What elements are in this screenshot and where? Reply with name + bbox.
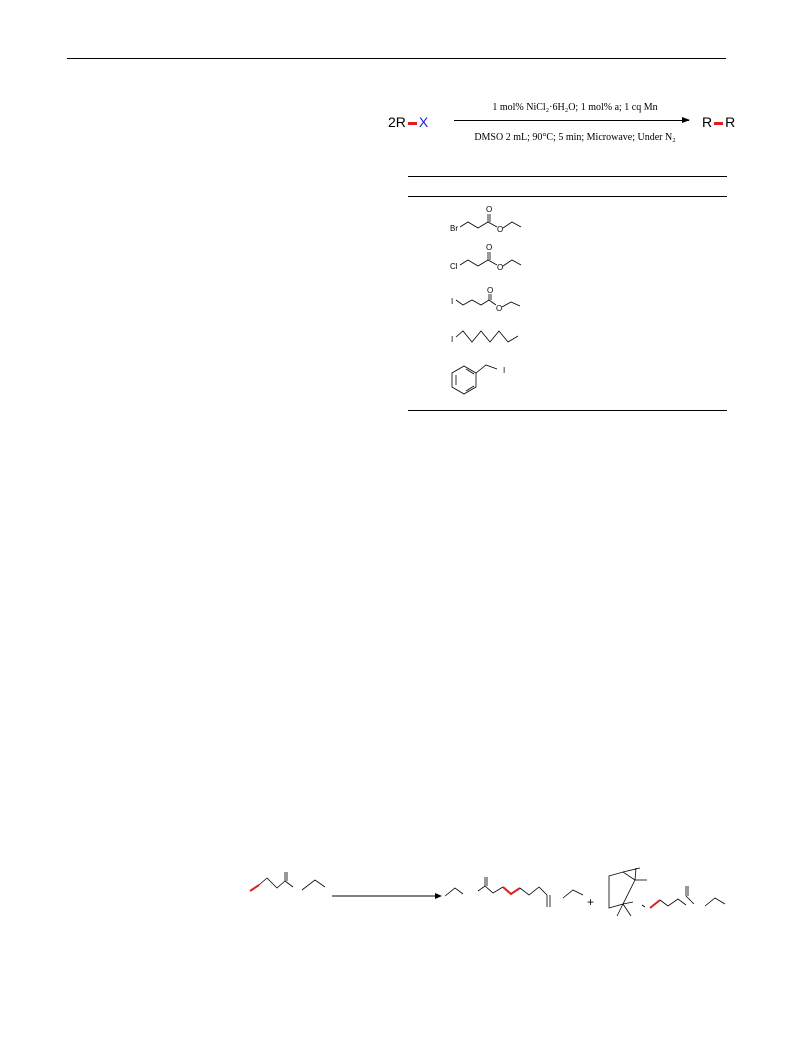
carbonyl-oxygen-label: O — [486, 205, 493, 214]
halogen-label: I — [451, 335, 454, 344]
ester-oxygen-label: O — [497, 225, 504, 234]
halogen-label: Br — [450, 224, 458, 233]
carbonyl-oxygen-label: O — [487, 286, 494, 295]
conditions-above-arrow: 1 mol% NiCl₂·6H₂O; 1 mol% a; 1 cq Mn — [492, 102, 658, 113]
substrate-iodoheptane — [446, 323, 536, 349]
conditions-below-arrow: DMSO 2 mL; 90°C; 5 min; Microwave; Under N₂ — [474, 132, 676, 143]
substrate-ethyl-chloropropanoate — [446, 241, 536, 273]
table-top-rule — [408, 176, 727, 177]
product-r-left: R — [702, 114, 713, 130]
plus-sign: + — [587, 895, 595, 909]
product-label — [702, 114, 735, 130]
substrate-structure — [446, 241, 536, 273]
substrate-ethyl-bromopropanoate — [446, 203, 536, 235]
substrate-ethyl-iodobutanoate — [446, 283, 536, 315]
halogen-label: Cl — [450, 262, 458, 271]
header-rule — [67, 58, 726, 59]
table-header-rule — [408, 196, 727, 197]
table-bottom-rule — [408, 410, 727, 411]
coupling-reaction-scheme — [388, 96, 748, 176]
reactant-coefficient: 2 — [388, 114, 396, 130]
bottom-scheme-structures — [245, 858, 735, 938]
product-r-right: R — [725, 114, 736, 130]
reaction-arrow — [454, 120, 689, 121]
carbonyl-oxygen-label: O — [486, 243, 493, 252]
reactant-x: X — [418, 114, 429, 130]
substrate-structure — [446, 283, 536, 315]
substrate-structure — [446, 323, 536, 349]
substrate-structure — [446, 356, 536, 398]
ester-oxygen-label: O — [497, 263, 504, 272]
highlighted-bond — [408, 122, 417, 125]
ester-oxygen-label: O — [496, 304, 503, 313]
halogen-label: I — [503, 366, 506, 375]
reactant-r: R — [395, 114, 406, 130]
halogen-label: I — [451, 297, 454, 306]
new-bond — [714, 122, 723, 125]
substrate-benzyl-iodide — [446, 356, 536, 398]
reactant-label — [388, 114, 428, 130]
bottom-reaction-scheme — [245, 858, 735, 938]
substrate-structure — [446, 203, 536, 235]
